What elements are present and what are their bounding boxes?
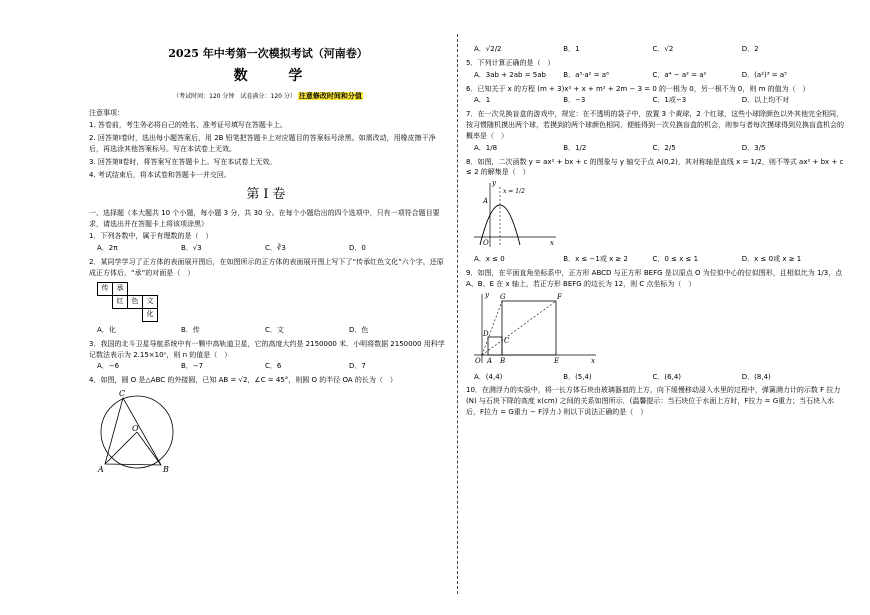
- question-3: 3．我国的北斗卫星导航系统中有一颗中高轨道卫星，它的高度大约是 2150000 米．小明将数据 2150000 用科学记数法表示为 2.15×10ⁿ，则 n 的值是（ ）: [89, 339, 445, 359]
- question-2-options: [97, 325, 447, 336]
- notice-item: 4. 考试结束后，将本试卷和答题卡一并交回。: [89, 170, 231, 179]
- notice-heading: 注意事项：: [89, 108, 124, 117]
- label-o: O: [483, 239, 489, 248]
- option-a: A．(4,4): [474, 372, 503, 381]
- question-3-options: [97, 361, 447, 372]
- option-c: C．6: [265, 362, 282, 371]
- question-7-options: [474, 143, 846, 154]
- net-cell: 化: [143, 308, 158, 321]
- exam-subject: 数 学: [233, 68, 321, 85]
- question-5: 5．下列计算正确的是（ ）: [466, 58, 555, 67]
- option-a: A．1: [474, 96, 491, 105]
- option-a: A．2π: [97, 244, 118, 253]
- option-a: A．−6: [97, 362, 120, 371]
- label-b: B: [500, 356, 506, 365]
- cube-net-figure: [97, 282, 158, 322]
- label-o: O: [132, 424, 139, 434]
- label-a: A: [487, 356, 493, 365]
- label-b: B: [163, 465, 169, 475]
- option-d: D．3/5: [741, 143, 766, 152]
- option-c: C．∛3: [265, 244, 286, 253]
- right-column: [466, 40, 846, 419]
- circumcircle-figure: [95, 387, 185, 477]
- label-a: A: [98, 465, 104, 475]
- option-a: A．化: [97, 325, 116, 334]
- option-b: B．−7: [181, 362, 204, 371]
- option-c: C．文: [265, 325, 284, 334]
- square-befg: [502, 301, 556, 355]
- option-d: D．色: [349, 325, 369, 334]
- question-2: 2．某同学学习了正方体的表面展开图后，在如图所示的正方体的表面展开图上写下了“传承红色文化”六个字，还原成正方体后，“承”的对面是（ ）: [89, 258, 444, 277]
- question-9: 9．如图，在平面直角坐标系中，正方形 ABCD 与正方形 BEFG 是以原点 O 为位似中心的位似图形，且相似比为 1/3，点 A、B、E 在 x 轴上，若正方形 BEFG 的边长为 12，则 C 点坐标为（ ）: [466, 268, 843, 288]
- question-1-options: [97, 243, 447, 254]
- option-a: A．√2/2: [474, 45, 502, 53]
- left-column: [89, 40, 447, 481]
- option-c: C．√2: [652, 45, 674, 53]
- option-b: B．−3: [563, 96, 586, 105]
- notice-item: 3. 回答第Ⅱ卷时，将答案写在答题卡上。写在本试卷上无效。: [89, 157, 277, 166]
- edit-note-highlight: 注意修改时间和分值: [298, 91, 362, 100]
- volume-title: 第Ⅰ卷: [246, 186, 290, 202]
- exam-time-score: （考试时间：120 分钟 试卷满分：120 分）: [173, 92, 296, 100]
- label-f: F: [557, 292, 562, 301]
- parabola-figure: [470, 179, 560, 249]
- option-c: C．(6,4): [652, 372, 682, 381]
- option-c: C．1或−3: [652, 96, 687, 105]
- option-b: B．x ≤ −1或 x ≥ 2: [563, 255, 628, 264]
- option-a: A．3ab + 2ab = 5ab: [474, 70, 546, 79]
- ray-og: [482, 301, 502, 355]
- column-divider: [457, 34, 458, 594]
- option-d: D．(a²)³ = a⁵: [741, 70, 787, 79]
- question-7: 7．在一次兑换盲盒的游戏中，规定：在不透明的袋子中，放置 3 个黄球，2 个红球，这些小球除颜色以外其他完全相同，按习惯随机摸出两个球，若摸到的两个球颜色相同，便能得到一次兑换盲盒的机会，则参与者每次摸球得到兑换盲盒机会的概率是（ ）: [466, 110, 844, 140]
- option-b: B．a³·a² = a⁶: [563, 70, 609, 79]
- option-a: A．x ≤ 0: [474, 255, 505, 264]
- label-c: C: [504, 336, 510, 345]
- question-6: 6．已知关于 x 的方程 (m + 3)x² + x + m² + 2m − 3 = 0 的一根为 0，另一根不为 0，则 m 的值为（ ）: [466, 84, 810, 93]
- net-cell: 文: [143, 295, 158, 308]
- option-c: C．a⁴ − a² = a²: [652, 70, 707, 79]
- option-a: A．1/8: [474, 143, 498, 152]
- option-c: C．2/5: [652, 143, 676, 152]
- question-1: 1．下列各数中，属于有理数的是（ ）: [89, 232, 213, 241]
- exam-meta: [89, 91, 447, 102]
- net-cell: 色: [128, 295, 143, 308]
- question-4: 4．如图，圆 O 是△ABC 的外接圆，已知 AB = √2，∠C = 45°，则圆 O 的半径 OA 的长为（ ）: [89, 376, 397, 385]
- label-g: G: [500, 292, 506, 301]
- option-d: D．以上均不对: [741, 96, 790, 105]
- net-cell: 承: [113, 282, 128, 295]
- net-cell: 红: [113, 295, 128, 308]
- ray-of: [482, 301, 556, 355]
- section-heading: 一、选择题（本大题共 10 个小题，每小题 3 分，共 30 分。在每个小题给出的四个选项中，只有一项符合题目要求，请选出并在答题卡上将该项涂黑）: [89, 208, 440, 228]
- label-symmetry: x = 1/2: [503, 188, 525, 196]
- question-5-options: [474, 70, 846, 81]
- option-d: D．x ≤ 0或 x ≥ 1: [741, 255, 802, 264]
- square-abcd: [488, 337, 502, 355]
- question-4-options: [474, 44, 846, 55]
- label-o: O: [475, 356, 481, 365]
- label-a: A: [483, 197, 489, 206]
- radius-ob: [137, 432, 161, 465]
- option-b: B．1/2: [563, 143, 587, 152]
- label-c: C: [119, 389, 126, 399]
- label-d: D: [483, 329, 489, 338]
- similar-squares-figure: [470, 291, 600, 367]
- option-d: D．7: [349, 362, 366, 371]
- label-e: E: [554, 356, 560, 365]
- label-y: y: [485, 290, 489, 299]
- option-b: B．传: [181, 325, 200, 334]
- question-6-options: [474, 95, 846, 106]
- notice-item: 1. 答卷前，考生务必将自己的姓名、准考证号填写在答题卡上。: [89, 121, 287, 130]
- net-cell: 传: [98, 282, 113, 295]
- option-b: B．(5,4): [563, 372, 592, 381]
- label-y: y: [492, 179, 496, 188]
- option-d: D．0: [349, 244, 366, 253]
- question-9-options: [474, 372, 846, 383]
- option-b: B．√3: [181, 244, 202, 253]
- option-b: B．1: [563, 45, 580, 53]
- notice-item: 2. 回答第Ⅰ卷时，选出每小题答案后，用 2B 铅笔把答题卡上对应题目的答案标号涂黑。如需改动，用橡皮擦干净后，再选涂其他答案标号。写在本试卷上无效。: [89, 134, 436, 154]
- label-x: x: [591, 356, 595, 365]
- option-d: D．2: [741, 45, 759, 53]
- exam-title: 2025 年中考第一次模拟考试（河南卷）: [168, 47, 368, 60]
- radius-oa: [105, 432, 137, 464]
- question-8-options: [474, 254, 846, 265]
- option-d: D．(8,4): [741, 372, 771, 381]
- label-x: x: [550, 239, 554, 248]
- question-10: 10．在测浮力的实验中，将一长方体石块由玻璃器皿的上方，向下缓慢移动浸入水里的过程中，弹簧测力计的示数 F 拉力(N) 与石块下降的高度 x(cm) 之间的关系如图所示．(温馨提示：当石块位于水面上方时，F拉力 = G重力；当石块入水后，F拉力 = G重力 − F浮力.) 则以下说法正确的是（ ）: [466, 386, 841, 417]
- question-8: 8．如图，二次函数 y = ax² + bx + c 的图象与 y 轴交于点 A(0,2)，其对称轴是直线 x = 1/2，则不等式 ax² + bx + c ≤ 2 的解集是（ ）: [466, 157, 844, 177]
- option-c: C．0 ≤ x ≤ 1: [652, 255, 699, 264]
